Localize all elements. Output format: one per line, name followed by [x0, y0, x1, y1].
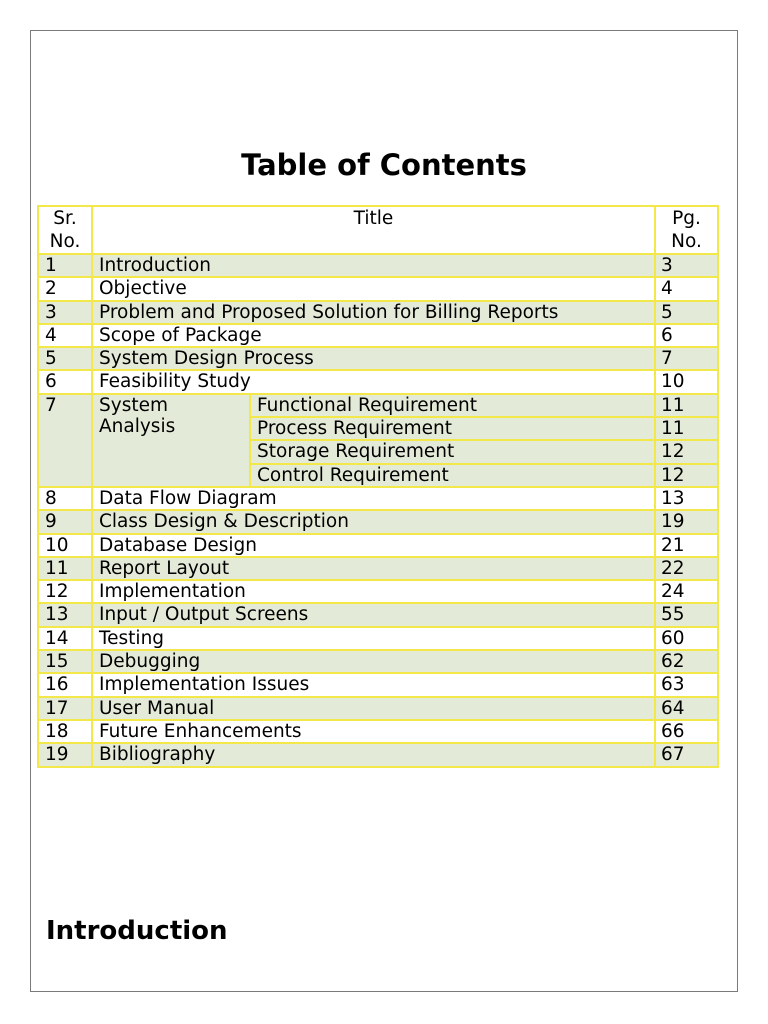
- toc-title: Feasibility Study: [92, 370, 655, 393]
- toc-page-no: 21: [655, 534, 718, 557]
- toc-sr-no: 3: [38, 301, 92, 324]
- toc-row: [38, 394, 718, 417]
- toc-sr-no: 12: [38, 580, 92, 603]
- toc-sr-no: 10: [38, 534, 92, 557]
- toc-page-no: 4: [655, 277, 718, 300]
- toc-sr-no: 4: [38, 324, 92, 347]
- toc-title: Data Flow Diagram: [92, 487, 655, 510]
- toc-page-no: 22: [655, 557, 718, 580]
- toc-page-no: 7: [655, 347, 718, 370]
- toc-page-no: 60: [655, 627, 718, 650]
- toc-sr-no: 11: [38, 557, 92, 580]
- toc-title: Objective: [92, 277, 655, 300]
- toc-row: [38, 370, 718, 393]
- header-title: Title: [92, 206, 655, 254]
- toc-title: System Design Process: [92, 347, 655, 370]
- header-sr-no: Sr. No.: [38, 206, 92, 254]
- toc-title: Future Enhancements: [92, 720, 655, 743]
- toc-row: [38, 603, 718, 626]
- toc-page-no: 13: [655, 487, 718, 510]
- toc-row: [38, 254, 718, 277]
- header-pg-no: Pg. No.: [655, 206, 718, 254]
- toc-page-no: 64: [655, 697, 718, 720]
- toc-row: [38, 534, 718, 557]
- toc-row: [38, 487, 718, 510]
- toc-row: [38, 743, 718, 766]
- toc-title: Input / Output Screens: [92, 603, 655, 626]
- toc-page-no: 11: [655, 417, 718, 440]
- toc-title: Debugging: [92, 650, 655, 673]
- toc-sr-no: 2: [38, 277, 92, 300]
- toc-row: [38, 277, 718, 300]
- toc-body: [38, 254, 718, 767]
- toc-title: Database Design: [92, 534, 655, 557]
- toc-page-no: 19: [655, 510, 718, 533]
- toc-title: Bibliography: [92, 743, 655, 766]
- toc-row: [38, 347, 718, 370]
- toc-page-no: 5: [655, 301, 718, 324]
- toc-row: [38, 324, 718, 347]
- toc-title: Introduction: [92, 254, 655, 277]
- toc-sr-no: 19: [38, 743, 92, 766]
- toc-title: System Analysis: [92, 394, 250, 487]
- toc-page-no: 11: [655, 394, 718, 417]
- toc-row: [38, 301, 718, 324]
- toc-subitem-title: Process Requirement: [250, 417, 655, 440]
- toc-sr-no: 13: [38, 603, 92, 626]
- toc-title: Scope of Package: [92, 324, 655, 347]
- toc-subitem-title: Functional Requirement: [250, 394, 655, 417]
- toc-title: Implementation: [92, 580, 655, 603]
- toc-row: [38, 650, 718, 673]
- toc-title: Class Design & Description: [92, 510, 655, 533]
- toc-row: [38, 720, 718, 743]
- toc-page-no: 10: [655, 370, 718, 393]
- toc-page-no: 3: [655, 254, 718, 277]
- toc-row: [38, 697, 718, 720]
- toc-subitem-title: Control Requirement: [250, 464, 655, 487]
- page-title: Table of Contents: [241, 148, 527, 182]
- toc-page-no: 67: [655, 743, 718, 766]
- toc-sr-no: 15: [38, 650, 92, 673]
- toc-sr-no: 16: [38, 673, 92, 696]
- toc-row: [38, 580, 718, 603]
- toc-row: [38, 557, 718, 580]
- toc-sr-no: 8: [38, 487, 92, 510]
- toc-page-no: 55: [655, 603, 718, 626]
- toc-page-no: 6: [655, 324, 718, 347]
- toc-title: Problem and Proposed Solution for Billing Reports: [92, 301, 655, 324]
- toc-page-no: 63: [655, 673, 718, 696]
- toc-sr-no: 1: [38, 254, 92, 277]
- toc-title: Implementation Issues: [92, 673, 655, 696]
- toc-row: [38, 510, 718, 533]
- toc-title: User Manual: [92, 697, 655, 720]
- toc-sr-no: 14: [38, 627, 92, 650]
- toc-title: Testing: [92, 627, 655, 650]
- toc-subitem-title: Storage Requirement: [250, 440, 655, 463]
- toc-page-no: 66: [655, 720, 718, 743]
- toc-sr-no: 18: [38, 720, 92, 743]
- toc-row: [38, 627, 718, 650]
- toc-table: [37, 205, 719, 768]
- section-heading-introduction: Introduction: [46, 916, 228, 946]
- toc-page-no: 12: [655, 440, 718, 463]
- toc-sr-no: 6: [38, 370, 92, 393]
- toc-page-no: 12: [655, 464, 718, 487]
- toc-header-row: [38, 206, 718, 254]
- toc-sr-no: 9: [38, 510, 92, 533]
- toc-sr-no: 7: [38, 394, 92, 487]
- toc-title: Report Layout: [92, 557, 655, 580]
- toc-page-no: 62: [655, 650, 718, 673]
- toc-page-no: 24: [655, 580, 718, 603]
- toc-sr-no: 17: [38, 697, 92, 720]
- toc-row: [38, 673, 718, 696]
- toc-sr-no: 5: [38, 347, 92, 370]
